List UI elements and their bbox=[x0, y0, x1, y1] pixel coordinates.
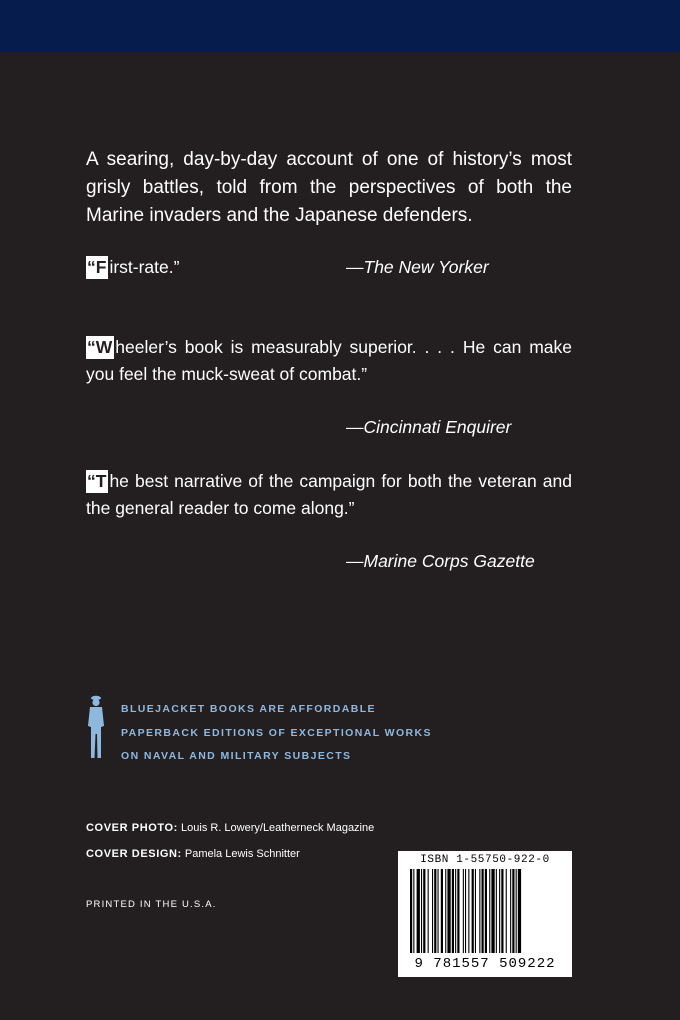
quote-dropcap: “F bbox=[87, 257, 107, 277]
credit-label: COVER DESIGN: bbox=[86, 848, 182, 860]
series-line-1: BLUEJACKET BOOKS ARE AFFORDABLE bbox=[121, 703, 376, 715]
cover-photo-credit bbox=[86, 822, 374, 834]
attribution-dash: — bbox=[346, 417, 364, 437]
attribution-source: The New Yorker bbox=[363, 257, 489, 277]
credit-label: COVER PHOTO: bbox=[86, 822, 178, 834]
quote-dropcap: “W bbox=[87, 337, 113, 357]
book-blurb: A searing, day-by-day account of one of history’s most grisly battles, told from the perspectives of both the Marine invaders and the Japanese defenders. bbox=[86, 149, 572, 226]
quote-text: he best narrative of the campaign for both the veteran and the general reader to come along.” bbox=[86, 471, 572, 518]
quote-attribution-3 bbox=[346, 551, 535, 572]
attribution-source: Cincinnati Enquirer bbox=[363, 417, 512, 437]
sailor-silhouette-icon bbox=[86, 694, 108, 760]
cover-design-credit bbox=[86, 848, 300, 860]
quote-text: heeler’s book is measurably superior. . . . He can make you feel the muck-sweat of combat.” bbox=[86, 337, 572, 384]
review-quote-2 bbox=[86, 334, 572, 388]
printed-in-notice: PRINTED IN THE U.S.A. bbox=[86, 899, 217, 910]
series-line-2: PAPERBACK EDITIONS OF EXCEPTIONAL WORKS bbox=[121, 726, 432, 739]
top-color-band bbox=[0, 0, 680, 52]
barcode-bars bbox=[410, 869, 560, 957]
series-line-3: ON NAVAL AND MILITARY SUBJECTS bbox=[121, 750, 352, 762]
credit-value: Pamela Lewis Schnitter bbox=[184, 848, 300, 860]
attribution-dash: — bbox=[346, 257, 364, 277]
attribution-source: Marine Corps Gazette bbox=[363, 551, 535, 571]
series-statement bbox=[121, 698, 432, 769]
isbn-barcode bbox=[398, 851, 572, 977]
attribution-dash: — bbox=[346, 551, 364, 571]
review-quote-3 bbox=[86, 468, 572, 522]
quote-attribution-1 bbox=[346, 257, 489, 278]
isbn-number: ISBN 1-55750-922-0 bbox=[420, 854, 550, 866]
ean-number: 9 781557 509222 bbox=[414, 956, 556, 972]
quote-dropcap: “T bbox=[87, 471, 107, 491]
review-quote-1 bbox=[86, 254, 572, 281]
quote-attribution-2 bbox=[346, 417, 511, 438]
quote-text: irst-rate.” bbox=[109, 257, 180, 277]
credit-value: Louis R. Lowery/Leatherneck Magazine bbox=[181, 822, 375, 834]
